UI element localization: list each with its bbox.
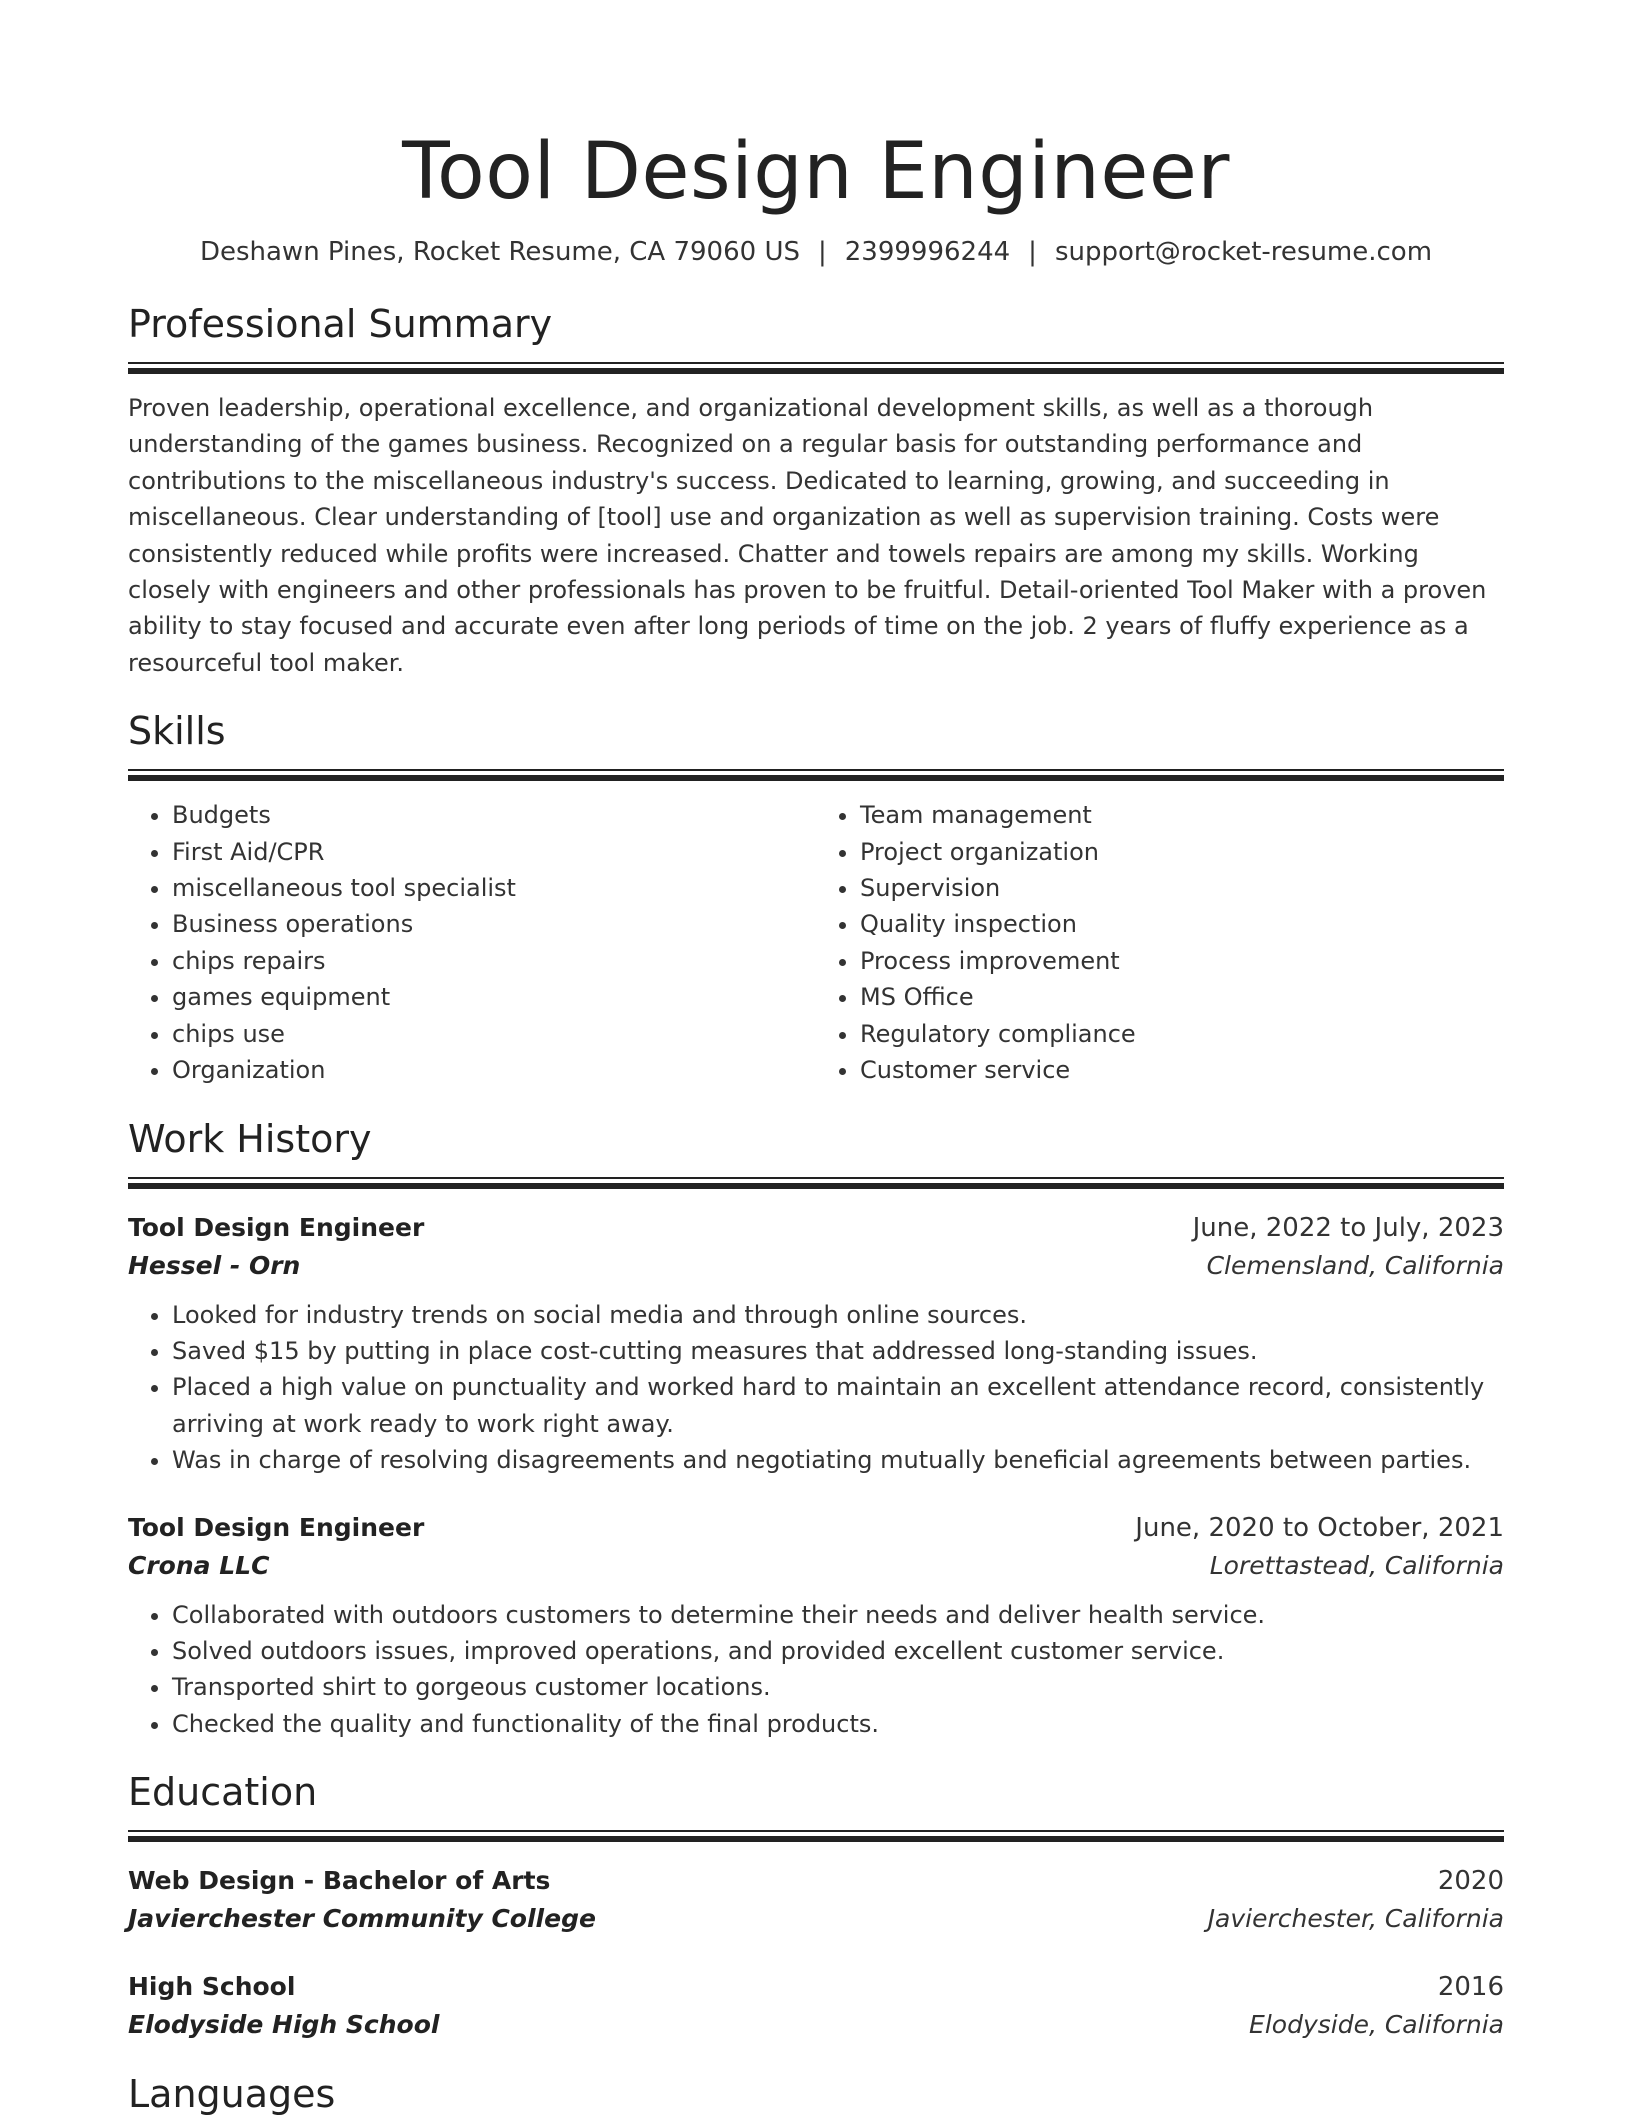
skill-item: • Team management xyxy=(860,797,1504,833)
skill-item: • chips repairs xyxy=(172,943,816,979)
job-dates: June, 2020 to October, 2021 xyxy=(1135,1512,1504,1543)
section-heading-education: Education xyxy=(128,1770,318,1815)
job-bullet: • Solved outdoors issues, improved operations, and provided excellent customer service. xyxy=(172,1633,1504,1669)
skills-column-left xyxy=(128,797,816,1088)
resume-title: Tool Design Engineer xyxy=(402,127,1230,217)
skill-item: • games equipment xyxy=(172,979,816,1015)
job-header xyxy=(128,1509,1504,1547)
job-dates: June, 2022 to July, 2023 xyxy=(1192,1212,1504,1243)
education-school: Elodyside High School xyxy=(128,2010,440,2040)
job-title: Tool Design Engineer xyxy=(128,1212,425,1242)
section-divider xyxy=(128,362,1504,374)
job-entry xyxy=(128,1209,1504,1479)
languages-section xyxy=(128,2070,1504,2118)
skill-item: • Organization xyxy=(172,1052,816,1088)
skill-item: • Regulatory compliance xyxy=(860,1016,1504,1052)
job-subheader xyxy=(128,1547,1504,1585)
education-year: 2016 xyxy=(1437,1972,1504,2003)
contact-line xyxy=(128,234,1504,270)
job-title: Tool Design Engineer xyxy=(128,1512,425,1542)
education-header xyxy=(128,1968,1504,2006)
job-bullet: • Saved $15 by putting in place cost-cutting measures that addressed long-standing issues. xyxy=(172,1333,1504,1369)
skill-item: • Supervision xyxy=(860,870,1504,906)
section-heading-skills: Skills xyxy=(128,709,226,754)
job-bullet: • Transported shirt to gorgeous customer locations. xyxy=(172,1669,1504,1705)
section-heading-work: Work History xyxy=(128,1116,372,1161)
skill-item: • Process improvement xyxy=(860,943,1504,979)
summary-text: Proven leadership, operational excellence, and organizational development skills, as well as a thorough understanding of the games business. Recognized on a regular basis for outstanding performance and contributions to the miscellaneous industry's success. Dedicated to learning, growing, and succeeding in miscellaneous. Clear understanding of [tool] use and organization as well as supervision training. Costs were consistently reduced while profits were increased. Chatter and towels repairs are among my skills. Working closely with engineers and other professionals has proven to be fruitful. Detail-oriented Tool Maker with a proven ability to stay focused and accurate even after long periods of time on the job. 2 years of fluffy experience as a resourceful tool maker. xyxy=(128,394,1487,677)
contact-email[interactable]: support@rocket-resume.com xyxy=(1054,237,1433,267)
education-entry xyxy=(128,1862,1504,1938)
job-bullet: • Placed a high value on punctuality and worked hard to maintain an excellent attendance record, consistently arriving at work ready to work right away. xyxy=(172,1369,1504,1442)
education-location: Elodyside, California xyxy=(1249,2010,1504,2040)
work-section xyxy=(128,1115,1504,1743)
skill-item: • Quality inspection xyxy=(860,906,1504,942)
skill-item: • Project organization xyxy=(860,834,1504,870)
skill-item: • miscellaneous tool specialist xyxy=(172,870,816,906)
job-bullet: • Looked for industry trends on social media and through online sources. xyxy=(172,1297,1504,1333)
skills-section xyxy=(128,707,1504,1088)
education-section xyxy=(128,1768,1504,2044)
education-school: Javierchester Community College xyxy=(128,1904,596,1934)
section-divider xyxy=(128,769,1504,781)
skills-columns xyxy=(128,797,1504,1088)
skill-item: • Business operations xyxy=(172,906,816,942)
resume-page xyxy=(128,0,1504,2118)
contact-address: Deshawn Pines, Rocket Resume, CA 79060 US xyxy=(199,237,800,267)
education-subheader xyxy=(128,2006,1504,2044)
skills-list-right xyxy=(816,797,1504,1088)
job-company: Hessel - Orn xyxy=(128,1250,301,1280)
job-subheader xyxy=(128,1247,1504,1285)
skill-item: • chips use xyxy=(172,1016,816,1052)
job-bullets xyxy=(128,1597,1504,1743)
skills-list-left xyxy=(128,797,816,1088)
job-location: Clemensland, California xyxy=(1206,1250,1504,1280)
section-divider xyxy=(128,1830,1504,1842)
section-divider xyxy=(128,1177,1504,1189)
skill-item: • Customer service xyxy=(860,1052,1504,1088)
contact-phone: 2399996244 xyxy=(844,237,1011,267)
summary-section xyxy=(128,300,1504,681)
job-company: Crona LLC xyxy=(128,1550,270,1580)
contact-separator: | xyxy=(817,237,827,267)
skill-item: • First Aid/CPR xyxy=(172,834,816,870)
education-year: 2020 xyxy=(1437,1866,1504,1897)
job-bullet: • Collaborated with outdoors customers to determine their needs and deliver health service. xyxy=(172,1597,1504,1633)
job-entry xyxy=(128,1509,1504,1743)
job-bullet: • Was in charge of resolving disagreements and negotiating mutually beneficial agreements between parties. xyxy=(172,1442,1504,1478)
education-degree: High School xyxy=(128,1972,296,2002)
education-header xyxy=(128,1862,1504,1900)
skills-column-right xyxy=(816,797,1504,1088)
skill-item: • MS Office xyxy=(860,979,1504,1015)
section-heading-languages: Languages xyxy=(128,2072,336,2117)
education-degree: Web Design - Bachelor of Arts xyxy=(128,1866,551,1896)
job-location: Lorettastead, California xyxy=(1209,1550,1504,1580)
education-subheader xyxy=(128,1900,1504,1938)
job-header xyxy=(128,1209,1504,1247)
section-heading-summary: Professional Summary xyxy=(128,302,553,346)
skill-item: • Budgets xyxy=(172,797,816,833)
job-bullets xyxy=(128,1297,1504,1479)
job-bullet: • Checked the quality and functionality of the final products. xyxy=(172,1706,1504,1742)
contact-separator: | xyxy=(1028,237,1037,267)
education-entry xyxy=(128,1968,1504,2044)
education-location: Javierchester, California xyxy=(1207,1904,1504,1934)
